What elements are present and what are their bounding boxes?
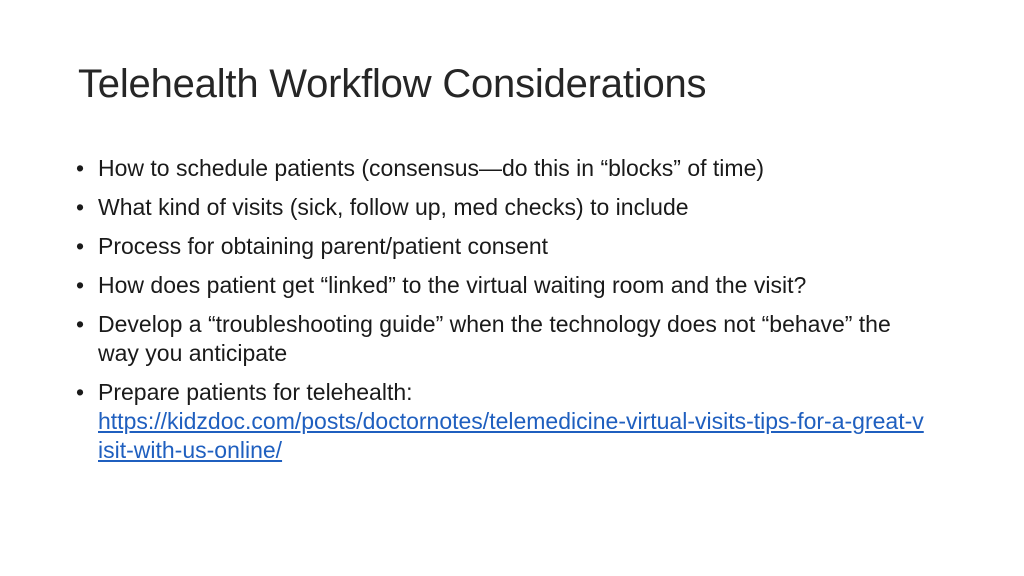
bullet-text: What kind of visits (sick, follow up, med checks) to include [98, 194, 689, 220]
bullet-text: Prepare patients for telehealth: [98, 379, 413, 405]
bullet-item-schedule [76, 154, 936, 183]
bullet-text: How to schedule patients (consensus—do this in “blocks” of time) [98, 155, 765, 181]
bullet-marker: • [76, 194, 85, 220]
bullet-item-consent [76, 232, 936, 261]
slide-title: Telehealth Workflow Considerations [78, 62, 707, 106]
bullet-marker: • [76, 311, 85, 337]
telehealth-tips-link[interactable]: https://kidzdoc.com/posts/doctornotes/telemedicine-virtual-visits-tips-for-a-great-visit-with-us-online/ [98, 408, 924, 463]
bullet-item-troubleshooting [76, 310, 936, 368]
bullet-text: Process for obtaining parent/patient consent [98, 233, 549, 259]
bullet-text: How does patient get “linked” to the virtual waiting room and the visit? [98, 272, 807, 298]
bullet-marker: • [76, 379, 85, 405]
bullet-text: Develop a “troubleshooting guide” when the technology does not “behave” the way you anticipate [98, 311, 891, 366]
bullet-item-prepare-patients [76, 378, 936, 465]
bullet-marker: • [76, 155, 85, 181]
bullet-item-visit-types [76, 193, 936, 222]
bullet-item-waiting-room [76, 271, 936, 300]
bullet-marker: • [76, 233, 85, 259]
bullet-marker: • [76, 272, 85, 298]
bullet-list [76, 154, 936, 465]
